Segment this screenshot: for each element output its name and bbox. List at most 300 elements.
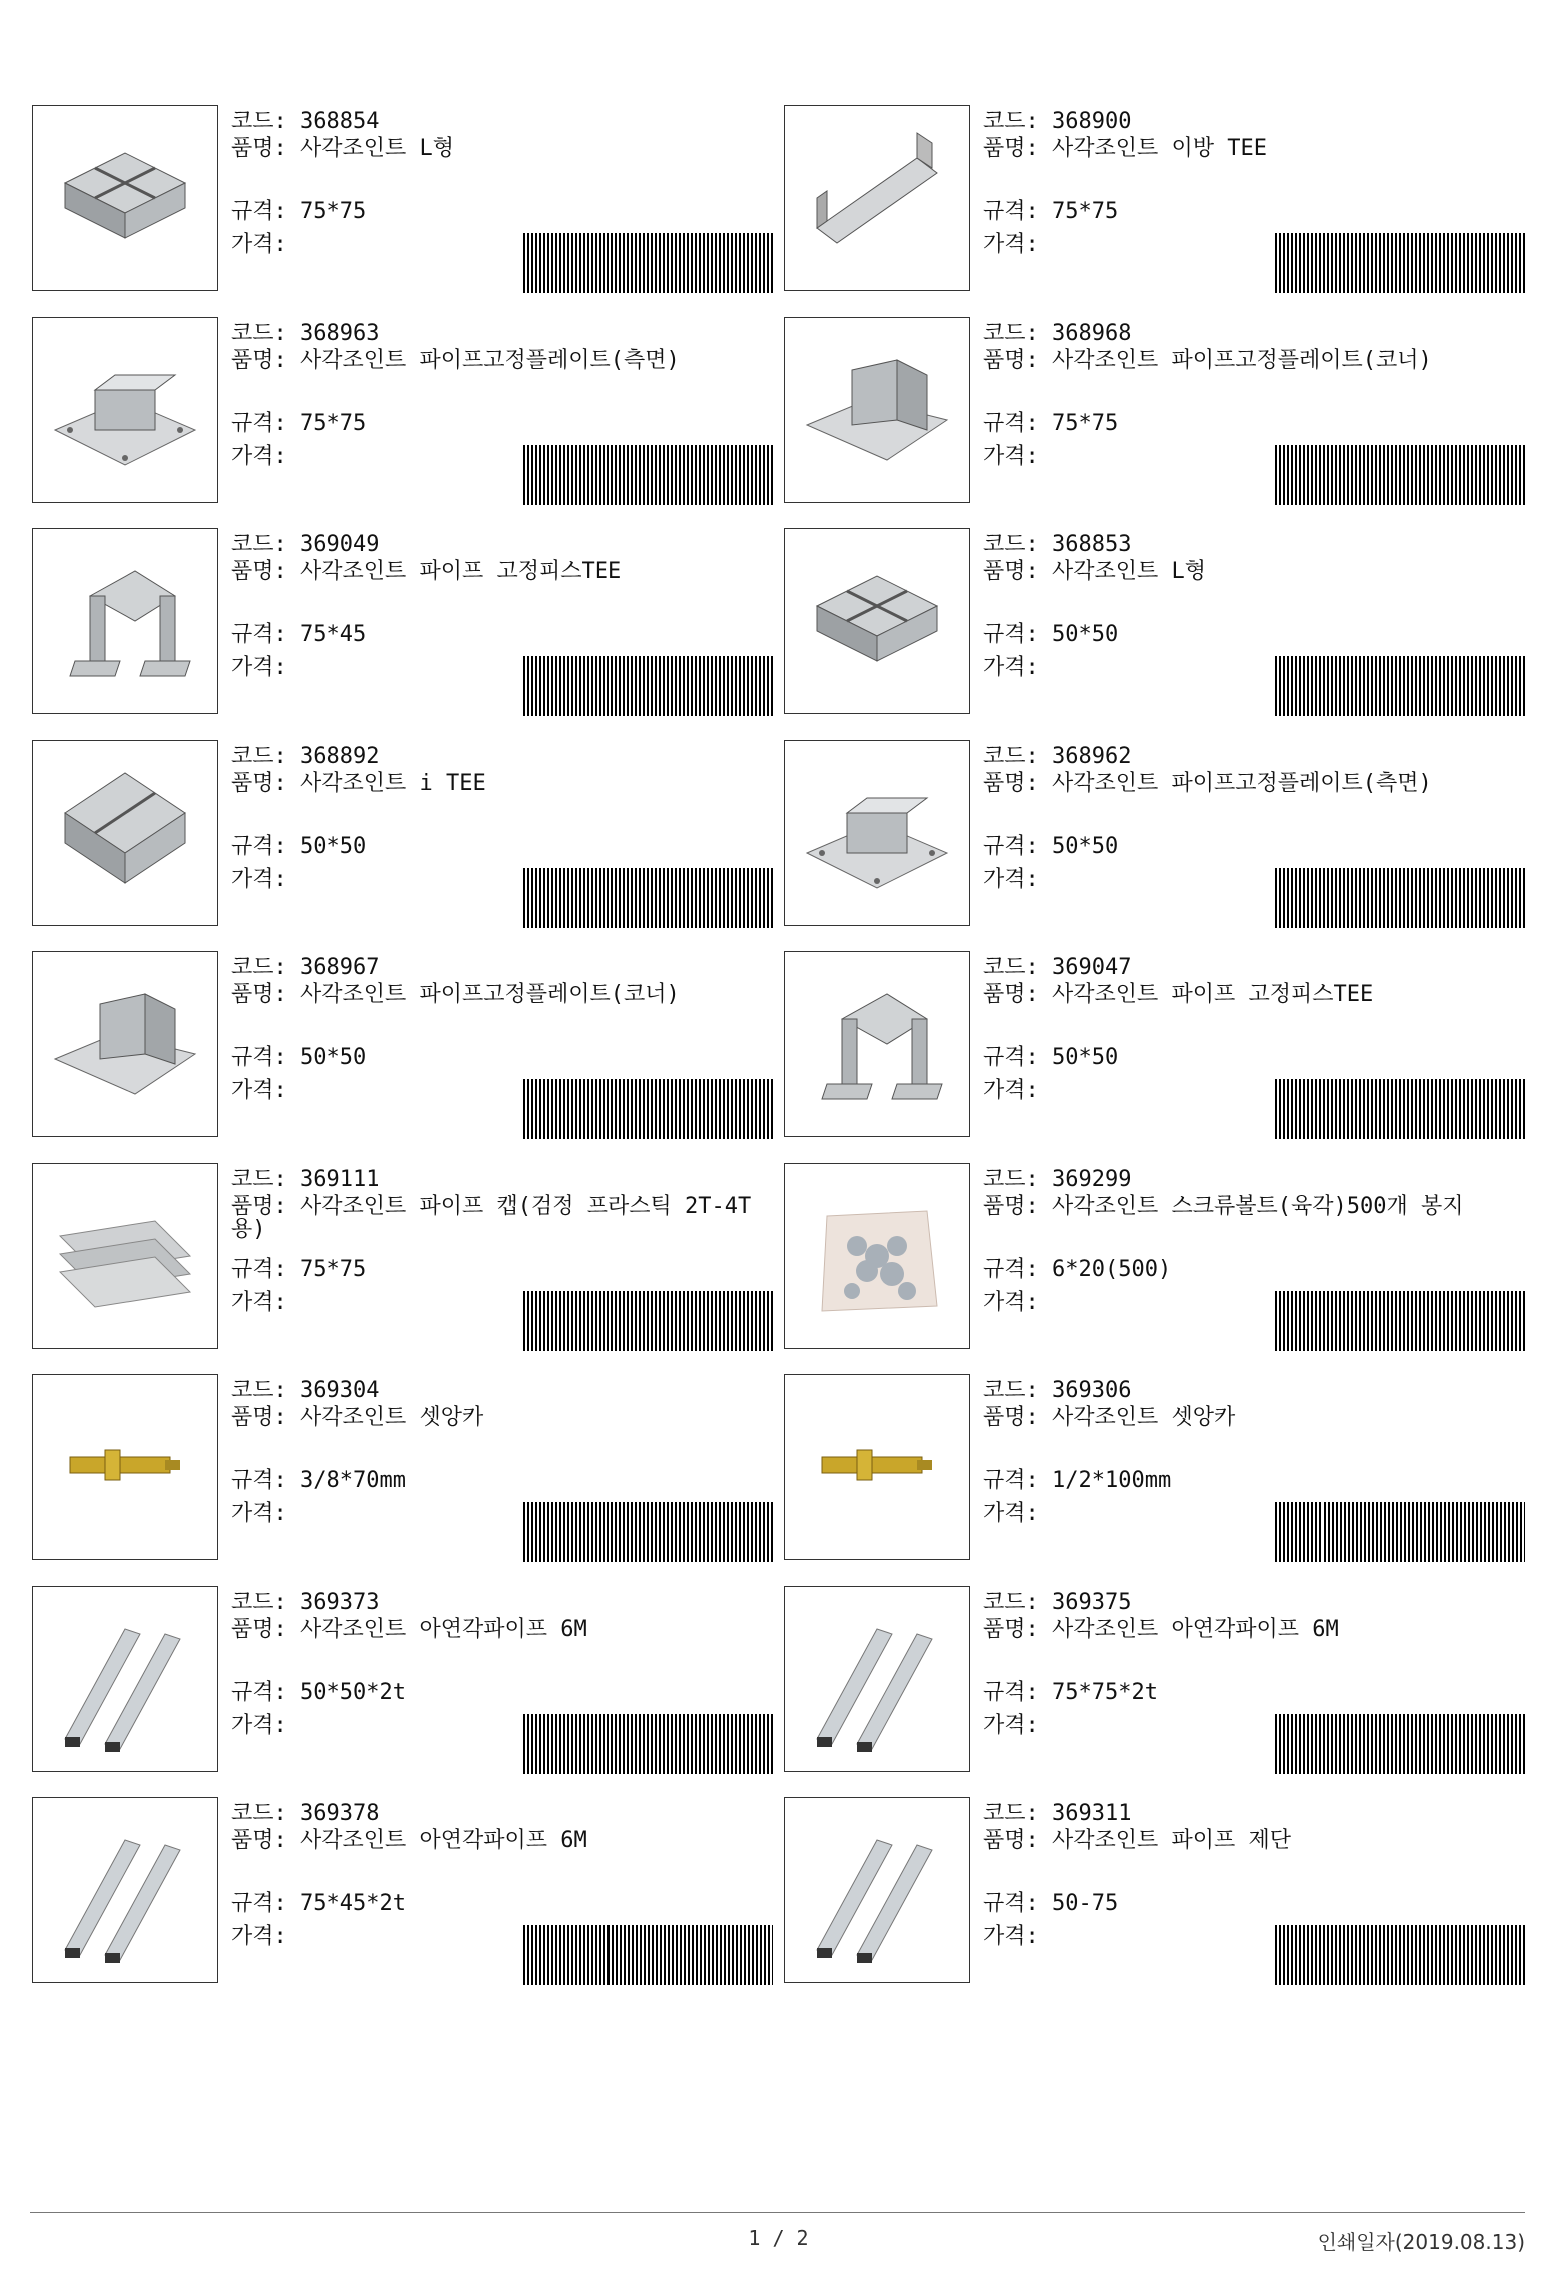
- barcode-bar: [623, 1714, 625, 1774]
- name-label: 품명:: [983, 1193, 1039, 1219]
- barcode-bar: [1471, 1925, 1473, 1985]
- barcode-bar: [1471, 868, 1473, 928]
- barcode-bar: [579, 1925, 581, 1985]
- barcode-bar: [599, 1291, 601, 1351]
- product-name: 사각조인트 이방 TEE: [1052, 136, 1267, 161]
- barcode-bar: [1391, 1925, 1393, 1985]
- barcode-bar: [1331, 868, 1333, 928]
- barcode-bar: [1299, 445, 1301, 505]
- barcode-bar: [571, 1079, 573, 1139]
- barcode-bar: [1443, 1079, 1445, 1139]
- barcode-bar: [1375, 656, 1377, 716]
- barcode-bar: [631, 445, 633, 505]
- barcode-bar: [527, 445, 529, 505]
- barcode-bar: [1295, 1925, 1297, 1985]
- barcode-bar: [571, 233, 573, 293]
- barcode-bar: [1416, 1502, 1418, 1562]
- barcode-bar: [1495, 1291, 1497, 1351]
- barcode-bar: [547, 233, 549, 293]
- barcode-bar: [743, 1714, 745, 1774]
- barcode-bar: [1384, 1502, 1386, 1562]
- product-image: [32, 105, 218, 291]
- barcode-bar: [535, 868, 537, 928]
- name-row: [983, 137, 1523, 160]
- barcode-bar: [719, 1079, 721, 1139]
- barcode-bar: [1491, 445, 1493, 505]
- barcode-bar: [731, 1502, 733, 1562]
- barcode-bar: [1455, 1079, 1457, 1139]
- barcode-bar: [527, 233, 529, 293]
- product-code: 368968: [1052, 320, 1132, 346]
- barcode-bar: [1499, 1925, 1501, 1985]
- barcode-bar: [699, 233, 701, 293]
- price-row: [983, 442, 1039, 471]
- barcode-bar: [731, 1079, 733, 1139]
- barcode-bar: [1395, 1291, 1397, 1351]
- product-image: [32, 1163, 218, 1349]
- barcode-bar: [1311, 445, 1313, 505]
- barcode-bar: [1275, 1291, 1277, 1351]
- spec-label: 규격:: [983, 1679, 1039, 1705]
- price-row: [231, 442, 287, 471]
- barcode-bar: [1380, 1502, 1382, 1562]
- barcode-bar: [539, 1714, 541, 1774]
- barcode: [523, 1291, 773, 1351]
- barcode-bar: [703, 233, 705, 293]
- barcode-bar: [1315, 868, 1317, 928]
- barcode-bar: [751, 1291, 753, 1351]
- barcode-bar: [1283, 445, 1285, 505]
- barcode-bar: [1295, 233, 1297, 293]
- barcode-bar: [1323, 1925, 1325, 1985]
- barcode-bar: [1439, 1079, 1441, 1139]
- barcode-bar: [691, 1502, 693, 1562]
- barcode-bar: [1480, 1502, 1482, 1562]
- barcode-bar: [627, 656, 629, 716]
- barcode-bar: [643, 445, 645, 505]
- barcode-bar: [607, 1502, 609, 1562]
- barcode-bar: [583, 1291, 585, 1351]
- barcode-bar: [1343, 1925, 1345, 1985]
- price-row: [231, 1711, 287, 1740]
- barcode-bar: [623, 868, 625, 928]
- barcode-bar: [1336, 1502, 1338, 1562]
- barcode-bar: [1483, 1079, 1485, 1139]
- barcode-bar: [1415, 656, 1417, 716]
- spec-label: 규격:: [231, 199, 287, 224]
- barcode-bar: [763, 445, 765, 505]
- barcode-bar: [595, 1502, 597, 1562]
- barcode-bar: [1511, 445, 1513, 505]
- barcode-bar: [723, 656, 725, 716]
- barcode-bar: [607, 1714, 609, 1774]
- barcode-bar: [531, 445, 533, 505]
- spec-label: 규격:: [983, 1468, 1039, 1493]
- barcode-bar: [1355, 1714, 1357, 1774]
- barcode-bar: [695, 656, 697, 716]
- barcode-bar: [703, 656, 705, 716]
- spec-label: 규격:: [231, 1679, 287, 1705]
- barcode-bar: [675, 1714, 677, 1774]
- barcode-bar: [664, 1925, 666, 1985]
- barcode-bar: [1483, 1291, 1485, 1351]
- barcode-bar: [583, 868, 585, 928]
- barcode-bar: [539, 1502, 541, 1562]
- name-row: [231, 1195, 771, 1241]
- barcode-bar: [1512, 1502, 1514, 1562]
- barcode-bar: [1496, 1502, 1498, 1562]
- barcode-bar: [1411, 1079, 1413, 1139]
- barcode-bar: [1451, 1714, 1453, 1774]
- barcode-bar: [1283, 656, 1285, 716]
- barcode-bar: [599, 1079, 601, 1139]
- barcode-bar: [547, 1925, 549, 1985]
- barcode-bar: [1515, 1714, 1517, 1774]
- barcode-bar: [616, 1925, 618, 1985]
- barcode-bar: [1335, 233, 1337, 293]
- barcode-bar: [1503, 1291, 1505, 1351]
- product-card: [30, 103, 782, 301]
- barcode-bar: [1371, 1291, 1373, 1351]
- barcode-bar: [711, 1291, 713, 1351]
- barcode-bar: [1523, 1079, 1525, 1139]
- barcode-bar: [1515, 445, 1517, 505]
- barcode-bar: [595, 1714, 597, 1774]
- barcode-bar: [583, 1925, 585, 1985]
- barcode-bar: [527, 1291, 529, 1351]
- price-row: [231, 653, 287, 682]
- barcode-bar: [667, 868, 669, 928]
- barcode-bar: [559, 1291, 561, 1351]
- product-name: 사각조인트 스크류볼트(육각)500개 봉지: [1052, 1193, 1464, 1219]
- barcode-bar: [623, 1502, 625, 1562]
- barcode-bar: [711, 233, 713, 293]
- barcode-bar: [1491, 233, 1493, 293]
- barcode-bar: [1307, 656, 1309, 716]
- barcode-bar: [1287, 1925, 1289, 1985]
- barcode-bar: [1467, 1079, 1469, 1139]
- barcode-bar: [1331, 656, 1333, 716]
- barcode-bar: [1419, 1079, 1421, 1139]
- barcode-bar: [631, 1291, 633, 1351]
- barcode-bar: [1359, 445, 1361, 505]
- code-row: [231, 1588, 379, 1617]
- barcode-bar: [1427, 1925, 1429, 1985]
- barcode-bar: [1471, 1079, 1473, 1139]
- barcode-bar: [635, 445, 637, 505]
- barcode-bar: [547, 1291, 549, 1351]
- barcode-bar: [1495, 868, 1497, 928]
- barcode-bar: [1447, 1291, 1449, 1351]
- barcode-bar: [751, 1079, 753, 1139]
- barcode-bar: [1279, 1502, 1281, 1562]
- barcode-bar: [1387, 233, 1389, 293]
- code-row: [983, 1165, 1131, 1194]
- barcode-bar: [679, 656, 681, 716]
- product-info: [231, 1372, 782, 1572]
- barcode-bar: [1495, 445, 1497, 505]
- barcode-bar: [575, 1079, 577, 1139]
- barcode-bar: [1359, 1079, 1361, 1139]
- barcode-bar: [660, 1925, 662, 1985]
- barcode-bar: [627, 1079, 629, 1139]
- barcode-bar: [1323, 656, 1325, 716]
- barcode-bar: [643, 1079, 645, 1139]
- barcode-bar: [695, 1079, 697, 1139]
- code-label: 코드:: [231, 1166, 287, 1192]
- barcode-bar: [547, 1079, 549, 1139]
- barcode-bar: [655, 233, 657, 293]
- barcode-bar: [1407, 1079, 1409, 1139]
- product-card: [782, 526, 1534, 724]
- barcode-bar: [1463, 233, 1465, 293]
- barcode-bar: [655, 1502, 657, 1562]
- barcode-bar: [1339, 1291, 1341, 1351]
- barcode-bar: [623, 656, 625, 716]
- barcode-bar: [679, 233, 681, 293]
- barcode-bar: [739, 1502, 741, 1562]
- barcode-bar: [555, 1925, 557, 1985]
- barcode-bar: [1516, 1502, 1518, 1562]
- barcode: [1275, 656, 1525, 716]
- barcode-bar: [687, 233, 689, 293]
- barcode-bar: [739, 233, 741, 293]
- barcode-bar: [1332, 1502, 1334, 1562]
- code-label: 코드:: [231, 1589, 287, 1615]
- name-row: [983, 560, 1523, 583]
- barcode-bar: [1515, 1079, 1517, 1139]
- product-image: [784, 528, 970, 714]
- barcode-bar: [1283, 868, 1285, 928]
- barcode-bar: [1283, 1079, 1285, 1139]
- barcode-bar: [1387, 445, 1389, 505]
- barcode-bar: [1519, 1714, 1521, 1774]
- barcode-bar: [663, 233, 665, 293]
- barcode-bar: [1503, 1079, 1505, 1139]
- barcode-bar: [747, 1291, 749, 1351]
- barcode-bar: [1511, 233, 1513, 293]
- barcode-bar: [687, 1079, 689, 1139]
- barcode-bar: [659, 1714, 661, 1774]
- barcode-bar: [1356, 1502, 1358, 1562]
- barcode-bar: [1439, 656, 1441, 716]
- barcode-bar: [735, 656, 737, 716]
- price-label: 가격:: [983, 1078, 1039, 1103]
- barcode-bar: [727, 1079, 729, 1139]
- barcode-bar: [587, 233, 589, 293]
- barcode-bar: [587, 1502, 589, 1562]
- barcode-bar: [755, 1291, 757, 1351]
- barcode-bar: [679, 1714, 681, 1774]
- barcode-bar: [1499, 1291, 1501, 1351]
- barcode-bar: [1491, 868, 1493, 928]
- barcode-bar: [603, 1714, 605, 1774]
- barcode-bar: [1399, 1291, 1401, 1351]
- barcode-bar: [1371, 656, 1373, 716]
- price-label: 가격:: [983, 1501, 1039, 1526]
- barcode-bar: [631, 1502, 633, 1562]
- page-number: 1 / 2: [748, 2226, 809, 2250]
- barcode-bar: [1351, 1291, 1353, 1351]
- code-label: 코드:: [231, 320, 287, 346]
- barcode-bar: [1504, 1502, 1506, 1562]
- barcode-bar: [535, 1925, 537, 1985]
- barcode-bar: [1487, 445, 1489, 505]
- barcode: [523, 1079, 773, 1139]
- barcode-bar: [719, 233, 721, 293]
- name-label: 품명:: [231, 347, 287, 373]
- barcode-bar: [1311, 1079, 1313, 1139]
- barcode-bar: [1287, 1714, 1289, 1774]
- product-info: [231, 949, 782, 1149]
- barcode-bar: [1335, 656, 1337, 716]
- barcode-bar: [1467, 868, 1469, 928]
- barcode-bar: [1323, 868, 1325, 928]
- barcode-bar: [1431, 1291, 1433, 1351]
- barcode-bar: [1471, 1291, 1473, 1351]
- barcode-bar: [1443, 1714, 1445, 1774]
- barcode-bar: [723, 1714, 725, 1774]
- barcode-bar: [1363, 868, 1365, 928]
- barcode-bar: [655, 1291, 657, 1351]
- barcode-bar: [1391, 868, 1393, 928]
- barcode-bar: [1443, 233, 1445, 293]
- name-row: [983, 1195, 1523, 1218]
- barcode-bar: [1447, 445, 1449, 505]
- barcode-bar: [1403, 1714, 1405, 1774]
- barcode-bar: [1440, 1502, 1442, 1562]
- barcode-bar: [1376, 1502, 1378, 1562]
- barcode-bar: [1435, 1714, 1437, 1774]
- barcode-bar: [763, 1714, 765, 1774]
- barcode-bar: [1431, 445, 1433, 505]
- barcode-bar: [675, 656, 677, 716]
- barcode-bar: [1479, 1291, 1481, 1351]
- barcode-bar: [719, 868, 721, 928]
- barcode-bar: [583, 445, 585, 505]
- barcode-bar: [1311, 233, 1313, 293]
- barcode-bar: [547, 445, 549, 505]
- code-label: 코드:: [983, 320, 1039, 346]
- barcode-bar: [1295, 1502, 1297, 1562]
- barcode-bar: [671, 1291, 673, 1351]
- barcode-bar: [1427, 445, 1429, 505]
- barcode-bar: [687, 445, 689, 505]
- barcode-bar: [707, 1079, 709, 1139]
- barcode-bar: [523, 1502, 525, 1562]
- barcode-bar: [1287, 233, 1289, 293]
- barcode-bar: [1471, 445, 1473, 505]
- barcode-bar: [760, 1925, 762, 1985]
- barcode-bar: [1455, 868, 1457, 928]
- barcode-bar: [1428, 1502, 1430, 1562]
- barcode-bar: [643, 1502, 645, 1562]
- barcode-bar: [571, 445, 573, 505]
- barcode-bar: [1315, 1925, 1317, 1985]
- barcode: [523, 1502, 773, 1562]
- barcode-bar: [1407, 1925, 1409, 1985]
- barcode-bar: [575, 1925, 577, 1985]
- spec-label: 규격:: [231, 1468, 287, 1493]
- barcode-bar: [607, 233, 609, 293]
- name-row: [231, 1829, 771, 1852]
- barcode-bar: [591, 1291, 593, 1351]
- barcode-bar: [1459, 1714, 1461, 1774]
- barcode-bar: [675, 445, 677, 505]
- barcode-bar: [1335, 1925, 1337, 1985]
- price-row: [231, 1922, 287, 1951]
- barcode-bar: [1303, 445, 1305, 505]
- barcode-bar: [659, 445, 661, 505]
- spec-row: [983, 1043, 1118, 1072]
- code-row: [983, 1799, 1131, 1828]
- barcode-bar: [687, 656, 689, 716]
- barcode-bar: [723, 1079, 725, 1139]
- barcode-bar: [1463, 1925, 1465, 1985]
- barcode-bar: [655, 1714, 657, 1774]
- code-row: [983, 1376, 1131, 1405]
- barcode-bar: [1395, 445, 1397, 505]
- barcode-bar: [679, 868, 681, 928]
- price-label: 가격:: [231, 443, 287, 469]
- barcode-bar: [1303, 656, 1305, 716]
- barcode-bar: [1479, 1925, 1481, 1985]
- barcode-bar: [1511, 1291, 1513, 1351]
- barcode: [1275, 1079, 1525, 1139]
- barcode-bar: [1383, 868, 1385, 928]
- barcode-bar: [1399, 1714, 1401, 1774]
- barcode-bar: [1411, 233, 1413, 293]
- barcode-bar: [1403, 1079, 1405, 1139]
- barcode-bar: [1483, 233, 1485, 293]
- product-spec: 75*75*2t: [1052, 1679, 1158, 1705]
- barcode-bar: [523, 868, 525, 928]
- barcode-bar: [599, 656, 601, 716]
- barcode-bar: [1508, 1502, 1510, 1562]
- name-label: 품명:: [983, 982, 1039, 1007]
- barcode-bar: [651, 233, 653, 293]
- barcode-bar: [659, 233, 661, 293]
- barcode-bar: [699, 868, 701, 928]
- barcode-bar: [1371, 445, 1373, 505]
- product-spec: 50*50: [1052, 622, 1119, 647]
- barcode-bar: [1291, 868, 1293, 928]
- spec-label: 규격:: [231, 833, 287, 859]
- barcode-bar: [595, 1079, 597, 1139]
- barcode-bar: [1467, 656, 1469, 716]
- barcode-bar: [1459, 445, 1461, 505]
- barcode-bar: [743, 1291, 745, 1351]
- barcode-bar: [1515, 868, 1517, 928]
- barcode-bar: [1375, 445, 1377, 505]
- barcode-bar: [535, 656, 537, 716]
- barcode-bar: [1363, 1925, 1365, 1985]
- barcode-bar: [1475, 656, 1477, 716]
- barcode-bar: [587, 1925, 589, 1985]
- name-row: [231, 772, 771, 795]
- barcode-bar: [591, 1502, 593, 1562]
- barcode-bar: [719, 1291, 721, 1351]
- barcode-bar: [631, 656, 633, 716]
- barcode-bar: [551, 1079, 553, 1139]
- barcode-bar: [1275, 233, 1277, 293]
- barcode-bar: [575, 1714, 577, 1774]
- barcode-bar: [543, 1714, 545, 1774]
- barcode-bar: [1347, 1079, 1349, 1139]
- code-label: 코드:: [983, 1589, 1039, 1615]
- barcode-bar: [1363, 233, 1365, 293]
- barcode-bar: [555, 1291, 557, 1351]
